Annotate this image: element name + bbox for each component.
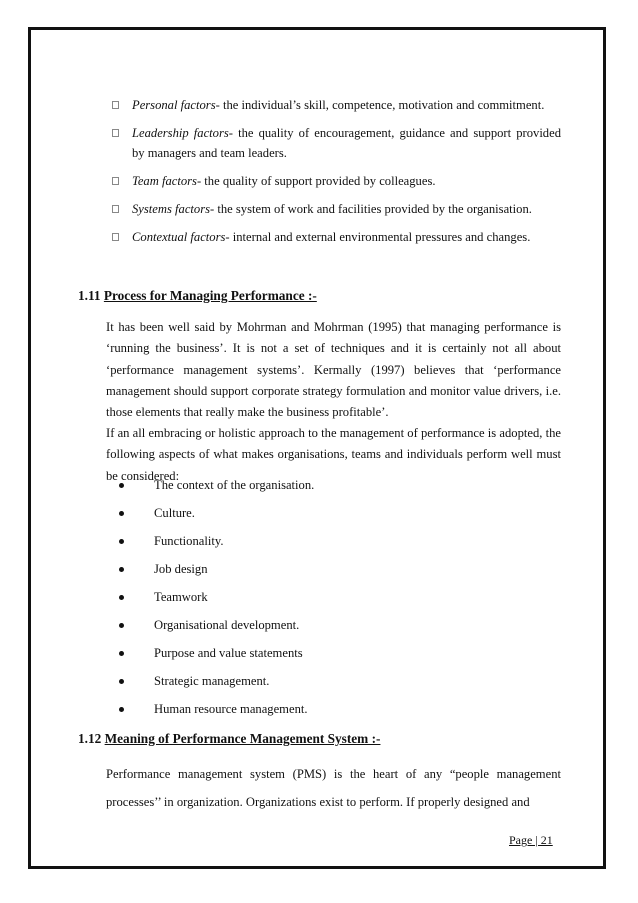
section-number: 1.12 [78, 731, 102, 746]
factor-term: Personal factors [132, 98, 216, 112]
factor-term: Leadership factors [132, 126, 229, 140]
list-item-text: The context of the organisation. [154, 478, 315, 492]
paragraph: If an all embracing or holistic approach to the management of performance is adopted, the following aspects of what makes organisations, teams and individuals perform well must be considered: [106, 426, 561, 483]
section-title: Meaning of Performance Management System :- [104, 731, 381, 746]
checkbox-bullet-icon [112, 177, 119, 185]
list-item-text: Job design [154, 562, 208, 576]
list-item-text: Human resource management. [154, 702, 308, 716]
factor-term: Systems factors [132, 202, 211, 216]
bullet-icon [119, 623, 124, 628]
factor-term: Contextual factors [132, 230, 226, 244]
checkbox-bullet-icon [112, 129, 119, 137]
factor-desc: - the individual’s skill, competence, motivation and commitment. [215, 98, 545, 112]
checkbox-bullet-icon [112, 233, 119, 241]
bullet-icon [119, 651, 124, 656]
factor-term: Team factors [132, 174, 197, 188]
list-item-text: Purpose and value statements [154, 646, 303, 660]
list-item-text: Functionality. [154, 534, 224, 548]
page-number: Page | 21 [509, 833, 553, 847]
bullet-icon [119, 539, 124, 544]
section-title: Process for Managing Performance :- [103, 288, 317, 303]
paragraph: Performance management system (PMS) is the heart of any “people management processes’’ in organization. Organizations exist to perform. If properly designed and [106, 767, 561, 809]
bullet-icon [119, 511, 124, 516]
bullet-icon [119, 567, 124, 572]
bullet-icon [119, 707, 124, 712]
list-item-text: Culture. [154, 506, 195, 520]
list-item-text: Strategic management. [154, 674, 270, 688]
section-number: 1.11 [78, 288, 101, 303]
factor-desc: - the system of work and facilities provided by the organisation. [210, 202, 532, 216]
checkbox-bullet-icon [112, 101, 119, 109]
list-item-text: Organisational development. [154, 618, 300, 632]
bullet-icon [119, 679, 124, 684]
factor-desc: - the quality of support provided by colleagues. [196, 174, 436, 188]
factor-desc: - internal and external environmental pressures and changes. [225, 230, 531, 244]
paragraph: It has been well said by Mohrman and Mohrman (1995) that managing performance is ‘running the business’. It is not a set of techniques and it is certainly not all about ‘performance management systems’. Kermally (1997) believes that ‘performance management should support corporate strategy formulation and monitor value drivers, i.e. those elements that really make the business profitable’. [106, 320, 561, 420]
factor-desc-continued: by managers and team leaders. [132, 146, 287, 160]
bullet-icon [119, 595, 124, 600]
checkbox-bullet-icon [112, 205, 119, 213]
factor-desc: - the quality of encouragement, guidance and support provided [228, 126, 561, 140]
list-item-text: Teamwork [154, 590, 208, 604]
bullet-icon [119, 483, 124, 488]
section-heading [78, 731, 380, 747]
section-heading [78, 288, 317, 304]
